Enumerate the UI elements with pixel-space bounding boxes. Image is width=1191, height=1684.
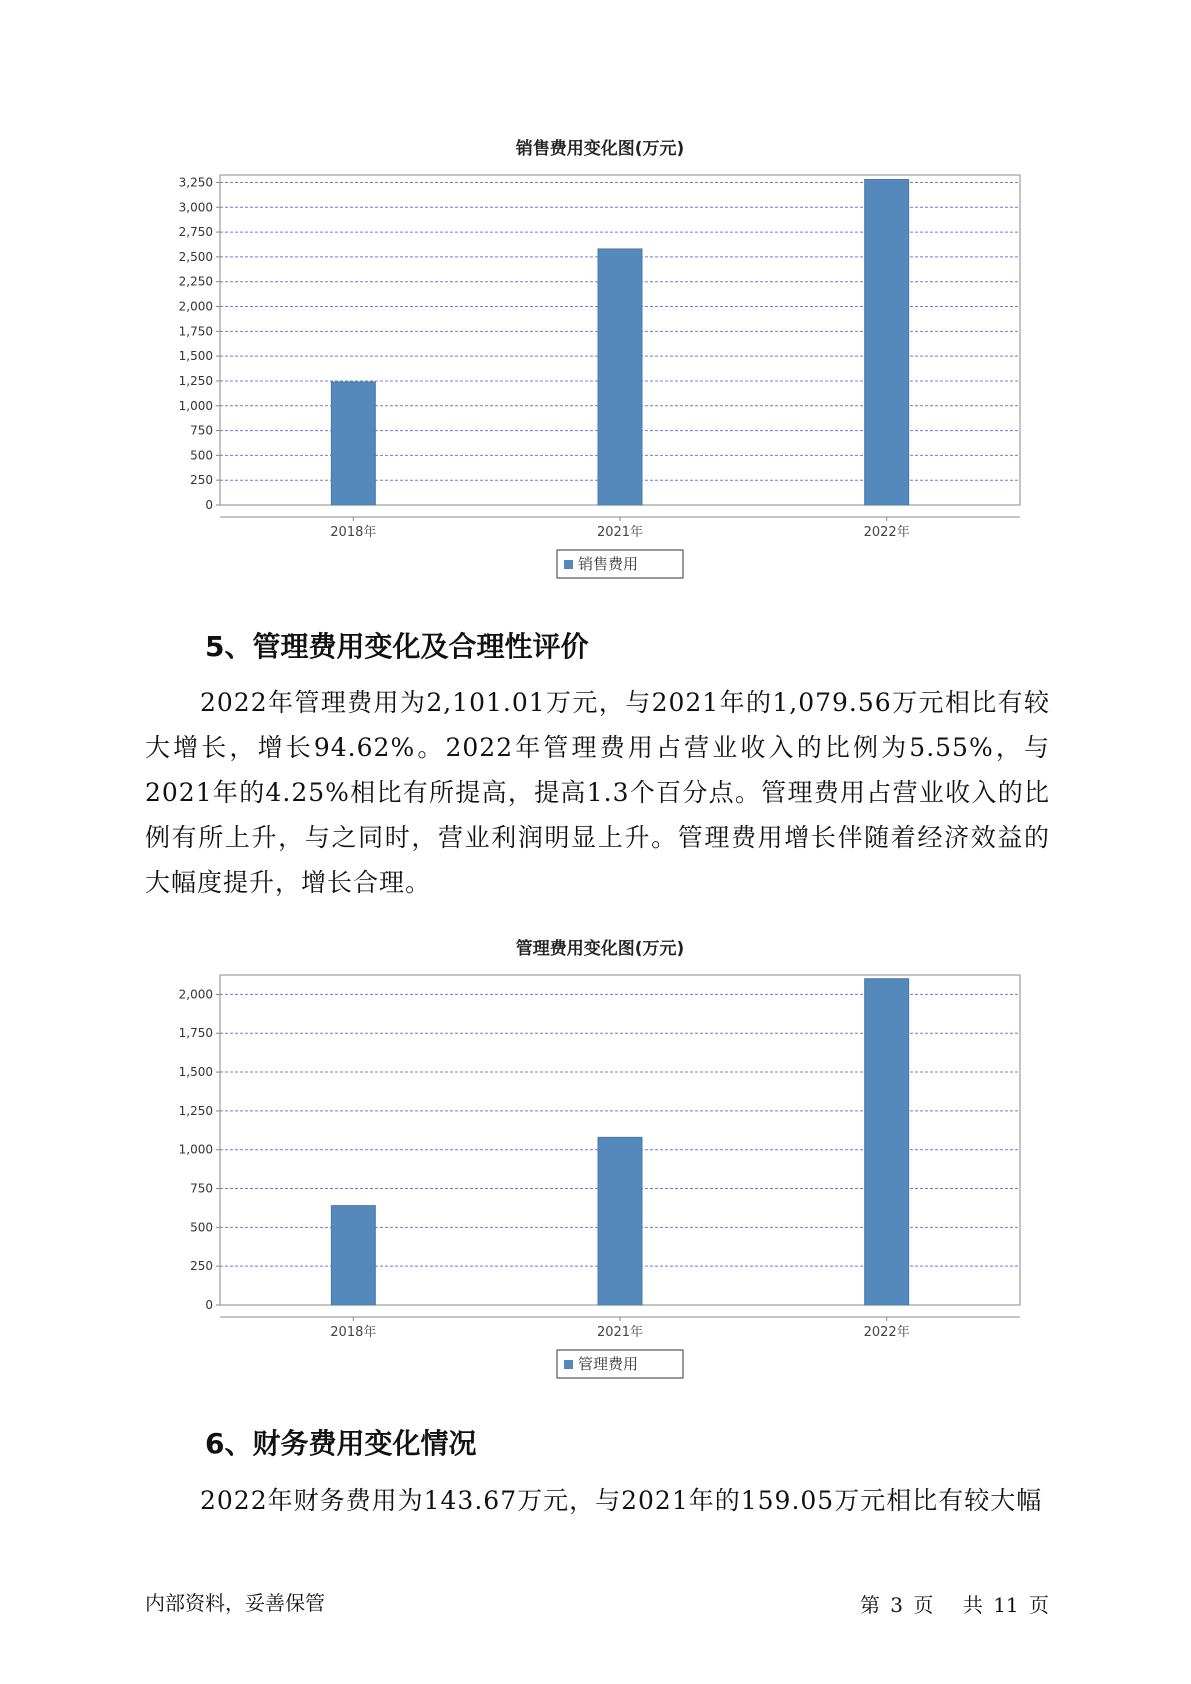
y-tick-label: 2,000	[178, 299, 213, 314]
y-tick-label: 1,250	[178, 373, 213, 388]
section-heading-5: 5、管理费用变化及合理性评价	[205, 630, 589, 663]
legend-swatch	[564, 560, 573, 569]
page-label-pre: 第	[859, 1593, 880, 1617]
legend	[557, 1350, 683, 1378]
bar	[331, 1206, 375, 1305]
y-tick-label: 750	[190, 423, 213, 438]
section-heading-6: 6、财务费用变化情况	[205, 1427, 477, 1460]
legend-label: 管理费用	[578, 1355, 639, 1373]
y-tick-label: 1,500	[178, 349, 213, 364]
y-tick-label: 250	[190, 473, 213, 488]
current-page: 3	[890, 1593, 904, 1617]
legend-label: 销售费用	[578, 555, 639, 573]
y-tick-label: 3,000	[178, 200, 213, 215]
legend-swatch	[564, 1360, 573, 1369]
y-tick-label: 0	[205, 1298, 213, 1312]
y-tick-label: 3,250	[178, 175, 213, 190]
section-paragraph-6	[145, 1478, 1050, 1523]
sales-expense-chart	[150, 130, 1050, 573]
x-tick-label: 2018年	[330, 525, 377, 540]
x-tick-label: 2021年	[596, 1325, 644, 1340]
y-tick-label: 1,500	[178, 1065, 213, 1080]
y-tick-label: 750	[190, 1181, 213, 1196]
y-tick-label: 1,750	[178, 324, 213, 339]
total-label-pre: 共	[962, 1593, 983, 1617]
y-tick-label: 500	[190, 1220, 213, 1235]
confidential-note: 内部资料，妥善保管	[145, 1591, 325, 1615]
chart-title: 管理费用变化图(万元)	[515, 939, 685, 959]
paragraph-text: 2022年财务费用为143.67万元，与2021年的159.05万元相比有较大幅	[200, 1486, 1043, 1515]
bar	[598, 249, 642, 505]
chart-title: 销售费用变化图(万元)	[515, 139, 685, 159]
y-tick-label: 2,250	[178, 274, 213, 289]
paragraph-text: 2022年管理费用为2,101.01万元，与2021年的1,079.56万元相比有较大增长，增长94.62%。2022年管理费用占营业收入的比例为5.55%，与2021年的4.25%相比有所提高，提高1.3个百分点。管理费用占营业收入的比例有所上升，与之同时，营业利润明显上升。管理费用增长伴随着经济效益的大幅度提升，增长合理。	[145, 688, 1050, 897]
x-tick-label: 2021年	[596, 525, 644, 540]
y-tick-label: 2,000	[178, 987, 213, 1002]
sales-expense-chart-svg	[150, 160, 1050, 573]
y-tick-label: 1,250	[178, 1103, 213, 1118]
bar	[865, 179, 909, 505]
y-tick-label: 1,000	[178, 1142, 213, 1157]
x-tick-label: 2022年	[863, 1325, 910, 1340]
page-label-mid: 页	[913, 1593, 934, 1617]
y-tick-label: 2,750	[178, 225, 213, 240]
page-number	[858, 1589, 1051, 1618]
y-tick-label: 1,000	[178, 398, 213, 413]
legend	[557, 550, 683, 578]
x-tick-label: 2022年	[863, 525, 910, 540]
y-tick-label: 2,500	[178, 249, 213, 264]
y-tick-label: 0	[205, 498, 213, 512]
admin-expense-chart	[150, 930, 1050, 1373]
y-tick-label: 250	[190, 1259, 213, 1274]
y-tick-label: 1,750	[178, 1026, 213, 1041]
total-label-post: 页	[1029, 1593, 1049, 1617]
bar	[331, 382, 375, 505]
x-tick-label: 2018年	[330, 1325, 377, 1340]
admin-expense-chart-svg	[150, 960, 1050, 1373]
bar	[598, 1137, 642, 1305]
total-pages: 11	[993, 1593, 1019, 1617]
section-paragraph-5	[145, 680, 1050, 905]
bar	[865, 979, 909, 1305]
y-tick-label: 500	[190, 448, 213, 463]
